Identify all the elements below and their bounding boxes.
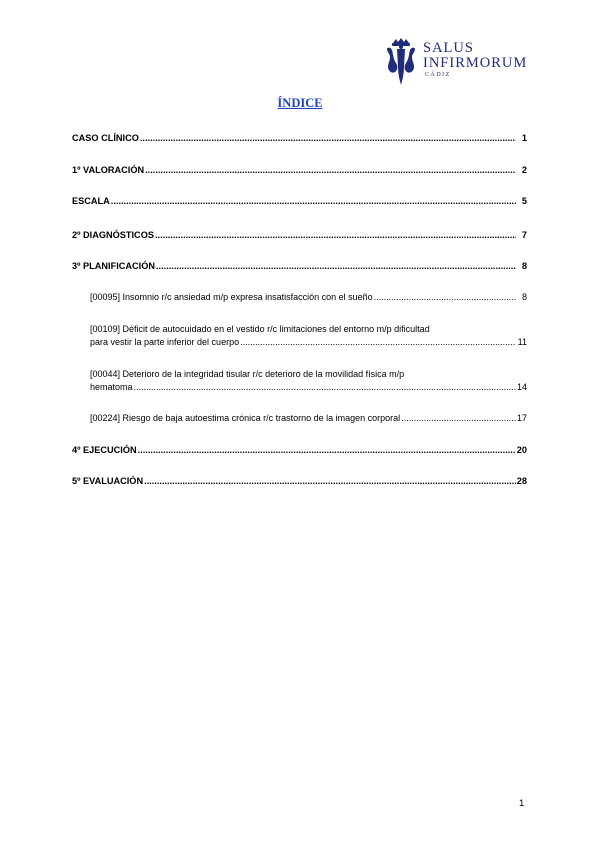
toc-entry-label: hematoma [90,382,133,392]
toc-entry-page: 5 [521,196,527,206]
page-number: 1 [519,798,525,809]
logo-line-infirmorum: INFIRMORUM [423,55,528,71]
toc-leader-dots [374,291,516,303]
toc-subentry-00044-line1: [00044] Deterioro de la integridad tisular r/c deterioro de la movilidad física m/p [90,369,405,379]
toc-leader-dots [134,381,516,393]
toc-entry-page: 20 [516,445,527,455]
toc-entry-page: 8 [521,261,527,271]
toc-subentry-00109-line1: [00109] Déficit de autocuidado en el vestido r/c limitaciones del entorno m/p dificultad [90,324,430,334]
page-title: ÍNDICE [277,96,323,110]
toc-entry-caso-clinico[interactable] [72,132,527,144]
toc-subentry-00109[interactable] [90,336,527,348]
toc-entry-label: CASO CLÍNICO [72,133,139,143]
toc-entry-page: 14 [516,382,527,392]
toc-entry-label: ESCALA [72,196,110,206]
toc-leader-dots [156,260,516,272]
toc-entry-evaluacion[interactable] [72,475,527,487]
toc-leader-dots [111,195,516,207]
toc-entry-label: 4º EJECUCIÓN [72,445,137,455]
toc-entry-label: para vestir la parte inferior del cuerpo [90,337,240,347]
toc-entry-escala[interactable] [72,195,527,207]
toc-subentry-00095[interactable] [90,291,527,303]
toc-entry-label: [00224] Riesgo de baja autoestima crónica r/c trastorno de la imagen corporal [90,413,401,423]
toc-subentry-00044[interactable] [90,381,527,393]
toc-entry-page: 17 [516,413,527,423]
toc-entry-label: 3º PLANIFICACIÓN [72,261,155,271]
toc-entry-ejecucion[interactable] [72,444,527,456]
toc-entry-label: 1º VALORACIÓN [72,165,145,175]
toc-entry-page: 2 [521,165,527,175]
toc-leader-dots [144,475,516,487]
toc-entry-valoracion[interactable] [72,164,527,176]
toc-leader-dots [140,132,516,144]
toc-leader-dots [240,336,516,348]
logo-line-cadiz: CÁDIZ [425,72,451,78]
toc-entry-planificacion[interactable] [72,260,527,272]
toc-subentry-00224[interactable] [90,412,527,424]
toc-entry-page: 7 [521,230,527,240]
logo-line-salus: SALUS [423,40,474,56]
toc-entry-diagnosticos[interactable] [72,229,527,241]
toc-entry-label: [00095] Insomnio r/c ansiedad m/p expresa insatisfacción con el sueño [90,292,373,302]
toc-entry-page: 28 [516,476,527,486]
toc-entry-label: 5º EVALUACIÓN [72,476,144,486]
toc-leader-dots [145,164,516,176]
toc-entry-page: 8 [521,292,527,302]
toc-entry-label: 2º DIAGNÓSTICOS [72,230,154,240]
toc-leader-dots [155,229,516,241]
toc-leader-dots [401,412,516,424]
toc-leader-dots [138,444,516,456]
crown-emblem-icon [383,37,419,89]
logo-wordmark [423,41,527,79]
toc-entry-page: 11 [517,337,527,347]
salus-infirmorum-logo [383,37,533,89]
toc-entry-page: 1 [521,133,527,143]
